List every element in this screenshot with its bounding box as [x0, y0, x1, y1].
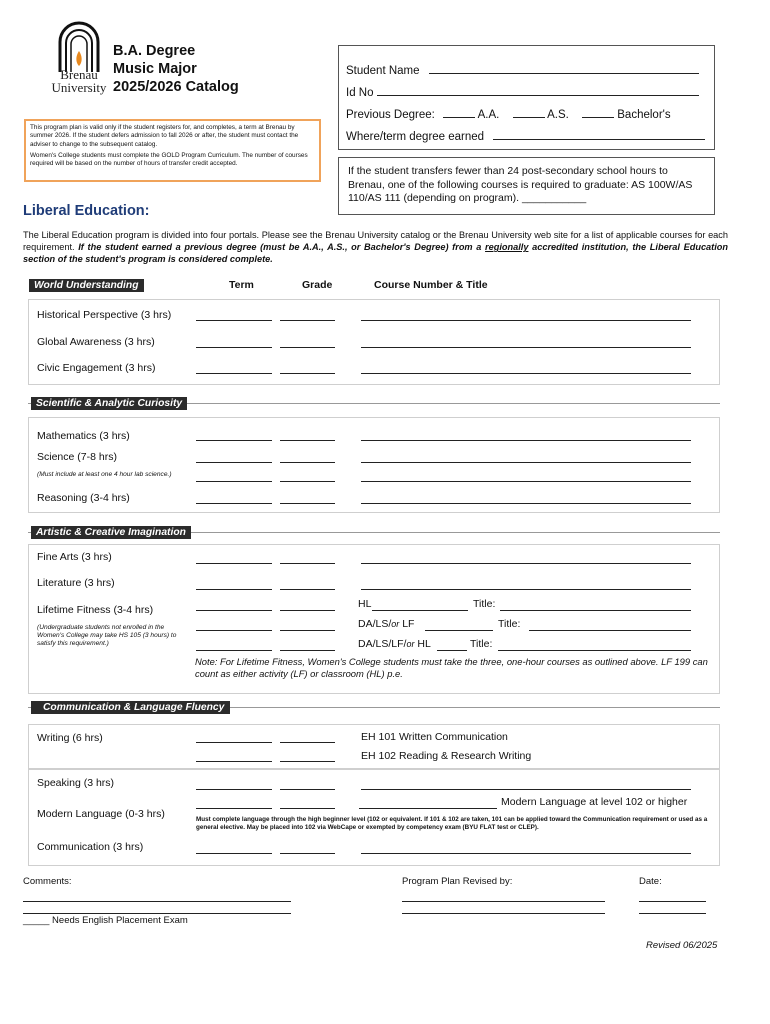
- grade-field[interactable]: [280, 481, 335, 482]
- course-field[interactable]: [361, 373, 691, 374]
- date-field[interactable]: [639, 913, 706, 914]
- hl-title-field[interactable]: [500, 610, 691, 611]
- revised-by-field[interactable]: [402, 913, 605, 914]
- grade-field[interactable]: [280, 853, 335, 854]
- title-degree: B.A. Degree: [113, 43, 196, 59]
- course-field[interactable]: [361, 347, 691, 348]
- term-field[interactable]: [196, 789, 272, 790]
- label-mathematics: Mathematics (3 hrs): [37, 430, 130, 442]
- aa-label: A.A.: [477, 109, 500, 121]
- date-field[interactable]: [639, 901, 706, 902]
- id-row[interactable]: [346, 84, 699, 99]
- student-name-field[interactable]: [429, 62, 699, 74]
- transfer-requirement-box: [338, 157, 715, 215]
- id-field[interactable]: [377, 84, 699, 96]
- language-note: Must complete language through the high beginner level (102 or equivalent. If 101 & 102 are taken, 101 can be applied toward the Communication requirement or used as a general elective. May be placed into 102 via WebCape or exempted by competency exam (BYU FLAT test or CLEP).: [196, 816, 708, 832]
- eh101-label: EH 101 Written Communication: [361, 731, 508, 743]
- label-science: Science (7-8 hrs): [37, 451, 117, 463]
- where-field[interactable]: [493, 128, 705, 140]
- intro-bold-1: If the student earned a previous degree (must be A.A., A.S., or Bachelor's Degree) from a: [78, 242, 486, 253]
- notice-gold-program: Women's College students must complete the GOLD Program Curriculum. The number of courses required will be based on the number of hours of transfer credit accepted.: [30, 151, 308, 168]
- brenau-logo-wordmark: [48, 68, 110, 94]
- grade-field[interactable]: [280, 462, 335, 463]
- document-title: [113, 42, 239, 96]
- fitness-footnote: Note: For Lifetime Fitness, Women's College students must take the three, one-hour courses as outlined above. LF 199 can count as either activity (LF) or classroom (HL) p.e.: [195, 656, 708, 679]
- term-field[interactable]: [196, 742, 272, 743]
- grade-field[interactable]: [280, 440, 335, 441]
- science-note: (Must include at least one 4 hour lab science.): [37, 471, 172, 478]
- revised-date: Revised 06/2025: [646, 940, 718, 951]
- previous-degree-label: Previous Degree:: [346, 109, 435, 121]
- col-term: Term: [229, 279, 254, 291]
- brenau-arch-logo: [57, 20, 101, 72]
- label-communication: Communication (3 hrs): [37, 841, 144, 853]
- label-literature: Literature (3 hrs): [37, 577, 115, 589]
- student-info-box: [338, 45, 715, 150]
- logo-line-university: University: [51, 80, 107, 95]
- dals-lf-title-label: Title:: [498, 618, 521, 630]
- date-label: Date:: [639, 876, 662, 887]
- notice-validity: This program plan is valid only if the student registers for, and completes, a term at Brenau by summer 2026. If the student defers admission to fall 2026 or after, the student must contact the adviser to change to the subsequent catalog.: [30, 124, 299, 148]
- modern-language-course-field[interactable]: [359, 808, 497, 809]
- student-name-row[interactable]: [346, 62, 699, 77]
- course-field[interactable]: [361, 789, 691, 790]
- label-writing: Writing (6 hrs): [37, 732, 103, 744]
- fitness-note: [37, 624, 179, 648]
- liberal-education-heading: Liberal Education:: [23, 203, 150, 219]
- liberal-intro: [23, 229, 728, 266]
- col-grade: Grade: [302, 279, 333, 291]
- aa-checkbox-line[interactable]: [443, 106, 475, 118]
- revised-by-field[interactable]: [402, 901, 605, 902]
- grade-field[interactable]: [280, 789, 335, 790]
- dals-text: DA/LS/: [358, 618, 392, 630]
- hl2-title-field[interactable]: [498, 650, 691, 651]
- course-field[interactable]: [361, 853, 691, 854]
- label-fine-arts: Fine Arts (3 hrs): [37, 551, 112, 563]
- term-field[interactable]: [196, 761, 272, 762]
- id-label: Id No: [346, 87, 374, 99]
- term-field[interactable]: [196, 563, 272, 564]
- where-row[interactable]: [346, 128, 705, 143]
- course-field[interactable]: [361, 462, 691, 463]
- hl2-course-field[interactable]: [437, 650, 467, 651]
- course-field[interactable]: [361, 563, 691, 564]
- term-field[interactable]: [196, 630, 272, 631]
- hl-course-field[interactable]: [372, 610, 468, 611]
- grade-field[interactable]: [280, 630, 335, 631]
- title-major: Music Major: [113, 61, 197, 77]
- where-label: Where/term degree earned: [346, 131, 485, 143]
- grade-field[interactable]: [280, 742, 335, 743]
- previous-degree-row: [346, 106, 671, 121]
- comments-label: Comments:: [23, 876, 72, 887]
- catalog-notice-box: [24, 119, 321, 182]
- term-field[interactable]: [196, 650, 272, 651]
- term-field[interactable]: [196, 462, 272, 463]
- section-world-understanding: World Understanding: [29, 279, 144, 292]
- term-field[interactable]: [196, 440, 272, 441]
- course-field[interactable]: [361, 320, 691, 321]
- grade-field[interactable]: [280, 610, 335, 611]
- dals-lf-hl-label: [358, 638, 431, 650]
- dals-lf-label: [358, 618, 414, 630]
- dals-lf-hl-title-label: Title:: [470, 638, 493, 650]
- grade-field[interactable]: [280, 761, 335, 762]
- grade-field[interactable]: [280, 320, 335, 321]
- english-placement-label: _____ Needs English Placement Exam: [23, 915, 188, 926]
- or-text: or: [391, 619, 400, 629]
- as-label: A.S.: [547, 109, 569, 121]
- eh102-label: EH 102 Reading & Research Writing: [361, 750, 532, 762]
- revised-by-label: Program Plan Revised by:: [402, 876, 513, 887]
- transfer-text: If the student transfers fewer than 24 post-secondary school hours to Brenau, one of the following courses is required to graduate: AS 100W/AS 110/AS 111 (depending on program). ___________: [348, 165, 693, 204]
- bachelors-label: Bachelor's: [617, 109, 671, 121]
- term-field[interactable]: [196, 320, 272, 321]
- logo-line-brenau: Brenau: [60, 67, 98, 82]
- label-lifetime-fitness: Lifetime Fitness (3-4 hrs): [37, 604, 154, 616]
- col-course: Course Number & Title: [374, 279, 488, 291]
- grade-field[interactable]: [280, 808, 335, 809]
- grade-field[interactable]: [280, 373, 335, 374]
- grade-field[interactable]: [280, 563, 335, 564]
- label-reasoning: Reasoning (3-4 hrs): [37, 492, 130, 504]
- label-speaking: Speaking (3 hrs): [37, 777, 115, 789]
- bachelors-checkbox-line[interactable]: [582, 106, 614, 118]
- label-global: Global Awareness (3 hrs): [37, 336, 155, 348]
- section-scientific: Scientific & Analytic Curiosity: [31, 397, 187, 410]
- scientific-group-box: [28, 417, 720, 513]
- grade-field[interactable]: [280, 589, 335, 590]
- hl-title-label: Title:: [473, 598, 496, 610]
- modern-language-level: Modern Language at level 102 or higher: [501, 796, 688, 808]
- lf-text: LF: [399, 618, 415, 630]
- as-checkbox-line[interactable]: [513, 106, 545, 118]
- label-modern-language: Modern Language (0-3 hrs): [37, 808, 165, 820]
- term-field[interactable]: [196, 808, 272, 809]
- grade-field[interactable]: [280, 650, 335, 651]
- course-field[interactable]: [361, 589, 691, 590]
- or-text: or: [406, 639, 415, 649]
- section-artistic: Artistic & Creative Imagination: [31, 526, 191, 539]
- title-catalog: 2025/2026 Catalog: [113, 79, 239, 95]
- course-field[interactable]: [361, 481, 691, 482]
- term-field[interactable]: [196, 347, 272, 348]
- term-field[interactable]: [196, 610, 272, 611]
- term-field[interactable]: [196, 589, 272, 590]
- grade-field[interactable]: [280, 503, 335, 504]
- fitness-note-text: (Undergraduate students not enrolled in the Women's College may take HS 105 (3 hours) to satisfy this requirement.): [37, 624, 177, 647]
- course-field[interactable]: [361, 440, 691, 441]
- label-civic: Civic Engagement (3 hrs): [37, 362, 156, 374]
- intro-regionally: regionally: [485, 242, 529, 253]
- student-name-label: Student Name: [346, 65, 420, 77]
- hl-label: HL: [358, 598, 372, 610]
- course-field[interactable]: [361, 503, 691, 504]
- dalslf-text: DA/LS/LF/: [358, 638, 407, 650]
- term-field[interactable]: [196, 853, 272, 854]
- term-field[interactable]: [196, 481, 272, 482]
- term-field[interactable]: [196, 503, 272, 504]
- hl2-text: HL: [414, 638, 431, 650]
- lf-course-field[interactable]: [425, 630, 493, 631]
- intro-plain: The Liberal Education program is divided into four portals. Please see the Brenau University catalog or the Brenau University web site for a list of applicable courses for each requirement.: [23, 230, 728, 253]
- comments-field[interactable]: [23, 901, 291, 902]
- label-historical: Historical Perspective (3 hrs): [37, 309, 172, 321]
- intro-bold-2: accredited institution, the Liberal Education section of the student's program is considered complete.: [23, 242, 728, 265]
- lf-title-field[interactable]: [529, 630, 691, 631]
- term-field[interactable]: [196, 373, 272, 374]
- grade-field[interactable]: [280, 347, 335, 348]
- section-communication: Communication & Language Fluency: [31, 701, 230, 714]
- comments-field[interactable]: [23, 913, 291, 914]
